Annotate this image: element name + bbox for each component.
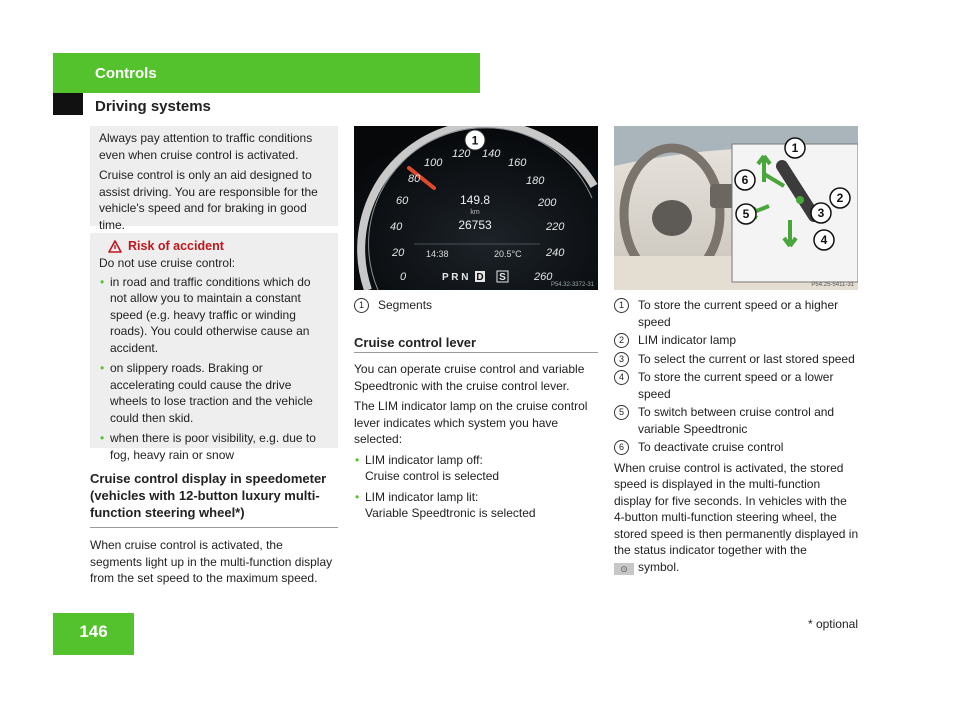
- info-box: [90, 126, 338, 232]
- tick-label: 80: [408, 173, 421, 185]
- speedometer-marker-1: 1: [471, 133, 479, 148]
- image-reference: P54.32-3372-31: [550, 282, 594, 288]
- outside-temp-readout: 20.5°C: [494, 249, 522, 259]
- info-paragraph-1: Always pay attention to traffic conditions even when cruise control is activated.: [99, 131, 313, 162]
- list-item-label: • LIM indicator lamp off:: [365, 452, 483, 467]
- mode-indicator: S: [499, 272, 506, 283]
- tick-label: 60: [396, 195, 409, 207]
- body-paragraph: When cruise control is activated, the segments light up in the multi-function display from the set speed to the maximum speed.: [90, 538, 333, 585]
- cruise-control-symbol-icon: ⊙: [614, 563, 634, 575]
- subsection-title: Driving systems: [95, 98, 211, 115]
- body-paragraph: You can operate cruise control and variable Speedtronic with the cruise control lever.: [354, 362, 585, 393]
- caption-item: [614, 332, 860, 349]
- caption-text: To select the current or last stored speed: [638, 351, 855, 366]
- page-number: 146: [79, 622, 108, 641]
- subsection-marker: [53, 93, 83, 115]
- image-reference: P54.25-5411-31: [811, 282, 854, 288]
- warning-intro: Do not use cruise control:: [99, 256, 236, 270]
- caption-number: 1: [614, 298, 629, 313]
- caption-number: 1: [354, 298, 369, 313]
- warning-title: Risk of accident: [128, 239, 224, 253]
- list-item-detail: Cruise control is selected: [365, 469, 500, 483]
- warning-triangle-icon: [108, 240, 122, 253]
- gear-indicator-active: D: [476, 272, 484, 283]
- heading-rule: [90, 527, 338, 528]
- tick-label: 240: [546, 247, 565, 259]
- caption-text: Segments: [378, 298, 433, 312]
- lever-marker-1: 1: [791, 141, 799, 155]
- caption-number: 6: [614, 440, 629, 455]
- caption-number: 3: [614, 352, 629, 367]
- trip-readout: 149.8: [459, 193, 491, 207]
- caption-number: 2: [614, 333, 629, 348]
- caption-text: To store the current speed or a higher speed: [638, 298, 839, 329]
- tick-label: 200: [538, 197, 557, 209]
- caption-number: 4: [614, 370, 629, 385]
- tick-label: 180: [526, 175, 545, 187]
- symbol-line: [614, 559, 860, 576]
- warning-item: • on slippery roads. Braking or accelerating could cause the drive wheels to lose traction and the vehicle could then skid.: [99, 360, 329, 426]
- tick-label: 20: [392, 247, 405, 259]
- tick-label: 160: [508, 157, 527, 169]
- lever-text-block: [354, 361, 600, 522]
- page-number-tab: [53, 613, 134, 655]
- caption-text: To deactivate cruise control: [638, 440, 784, 454]
- section-heading-speedometer: Cruise control display in speedometer (vehicles with 12-button luxury multi-function steering wheel*): [90, 471, 327, 520]
- tick-label: 140: [482, 148, 501, 160]
- symbol-label: symbol.: [638, 559, 680, 574]
- lever-marker-3: 3: [817, 206, 825, 220]
- caption-text: LIM indicator lamp: [638, 333, 737, 347]
- tick-label: 100: [424, 157, 443, 169]
- warning-box: [90, 233, 338, 462]
- warning-item: • when there is poor visibility, e.g. due to fog, heavy rain or snow: [99, 430, 329, 463]
- tick-label: 260: [534, 271, 553, 283]
- caption-item: [614, 439, 860, 456]
- list-item: [354, 452, 600, 485]
- caption-item: [614, 351, 860, 368]
- lever-marker-4: 4: [820, 233, 828, 247]
- lever-marker-6: 6: [741, 173, 749, 187]
- tick-label: 120: [452, 148, 471, 160]
- gear-indicator: P R N: [442, 272, 469, 283]
- caption-item: [614, 369, 860, 402]
- info-paragraph-2: Cruise control is only an aid designed to assist driving. You are responsible for the vehicle's speed and for braking in good time.: [99, 168, 318, 232]
- body-paragraph: When cruise control is activated, the stored speed is displayed in the multi-function display for five seconds. In vehicles with the 4-button multi-function steering wheel, the stored speed is then permanently displayed in the status indicator together with the: [614, 460, 859, 557]
- list-item: [354, 489, 600, 522]
- heading-rule: [354, 352, 598, 353]
- caption-item: [614, 404, 860, 437]
- lever-captions: [614, 297, 860, 575]
- lever-marker-2: 2: [836, 191, 844, 205]
- odometer-readout: 26753: [458, 218, 492, 232]
- image-caption: [354, 297, 598, 314]
- cruise-lever-image: [614, 126, 858, 290]
- trip-unit: km: [470, 209, 480, 216]
- section-title: Controls: [95, 65, 157, 82]
- caption-number: 5: [614, 405, 629, 420]
- warning-item: • in road and traffic conditions which do not allow you to maintain a constant speed (e.g. heavy traffic or winding roads). You could otherwise cause an accident.: [99, 274, 329, 357]
- clock-readout: 14:38: [426, 249, 449, 259]
- tick-label: 40: [390, 221, 403, 233]
- lever-marker-5: 5: [742, 207, 750, 221]
- tick-label: 0: [400, 271, 407, 283]
- speedometer-image: [354, 126, 598, 290]
- list-item-detail: Variable Speedtronic is selected: [365, 506, 536, 520]
- caption-item: [614, 297, 860, 330]
- caption-text: To switch between cruise control and variable Speedtronic: [638, 405, 835, 436]
- section-heading-lever: Cruise control lever: [354, 335, 477, 350]
- caption-text: To store the current speed or a lower speed: [638, 370, 834, 401]
- list-item-label: • LIM indicator lamp lit:: [365, 489, 479, 504]
- footnote: * optional: [807, 617, 858, 631]
- tick-label: 220: [546, 221, 565, 233]
- body-paragraph: The LIM indicator lamp on the cruise control lever indicates which system you have selected:: [354, 399, 588, 446]
